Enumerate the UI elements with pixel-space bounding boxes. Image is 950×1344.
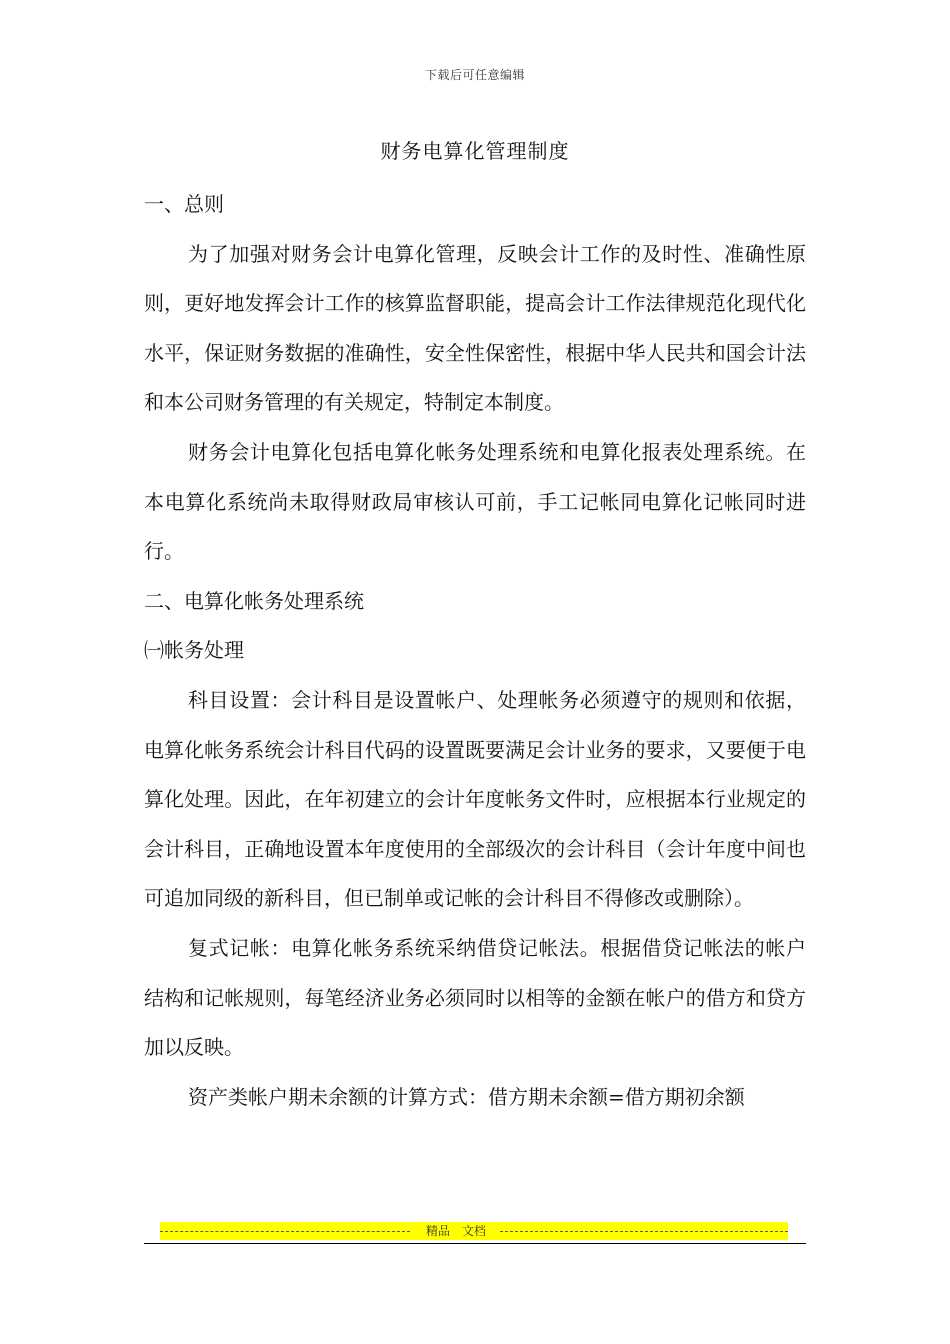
header-note: 下载后可任意编辑 (424, 68, 525, 82)
footer-rule (144, 1243, 806, 1244)
section-heading-accounting-system: 二、电算化帐务处理系统 (144, 588, 364, 613)
paragraph-scope: 财务会计电算化包括电算化帐务处理系统和电算化报表处理系统。在本电算化系统尚未取得财政局审核认可前，手工记帐同电算化记帐同时进行。 (144, 439, 806, 564)
subsection-heading-account-processing: ㈠帐务处理 (144, 638, 244, 663)
section-heading-general: 一、总则 (144, 192, 224, 216)
paragraph-account-setup: 科目设置：会计科目是设置帐户、处理帐务必须遵守的规则和依据，电算化帐务系统会计科目代码的设置既要满足会计业务的要求，又要便于电算化处理。因此，在年初建立的会计年度帐务文件时，应根据本行业规定的会计科目，正确地设置本年度使用的全部级次的会计科目（会计年度中间也可追加同级的新科目，但已制单或记帐的会计科目不得修改或删除）。 (144, 687, 806, 911)
document-title: 财务电算化管理制度 (380, 139, 570, 163)
document-body (144, 180, 806, 1122)
footer-dash-left (160, 1231, 410, 1232)
footer-highlight (160, 1222, 788, 1240)
paragraph-purpose: 为了加强对财务会计电算化管理，反映会计工作的及时性、准确性原则，更好地发挥会计工作的核算监督职能，提高会计工作法律规范化现代化水平，保证财务数据的准确性，安全性保密性，根据中华人民共和国会计法和本公司财务管理的有关规定，特制定本制度。 (144, 241, 806, 415)
footer-dash-right (500, 1231, 788, 1232)
footer-watermark (144, 1222, 806, 1244)
paragraph-double-entry: 复式记帐：电算化帐务系统采纳借贷记帐法。根据借贷记帐法的帐户结构和记帐规则，每笔经济业务必须同时以相等的金额在帐户的借方和贷方加以反映。 (144, 935, 806, 1060)
paragraph-asset-balance: 资产类帐户期未余额的计算方式：借方期未余额=借方期初余额 (188, 1084, 745, 1109)
footer-label: 精品 文档 (425, 1224, 486, 1238)
